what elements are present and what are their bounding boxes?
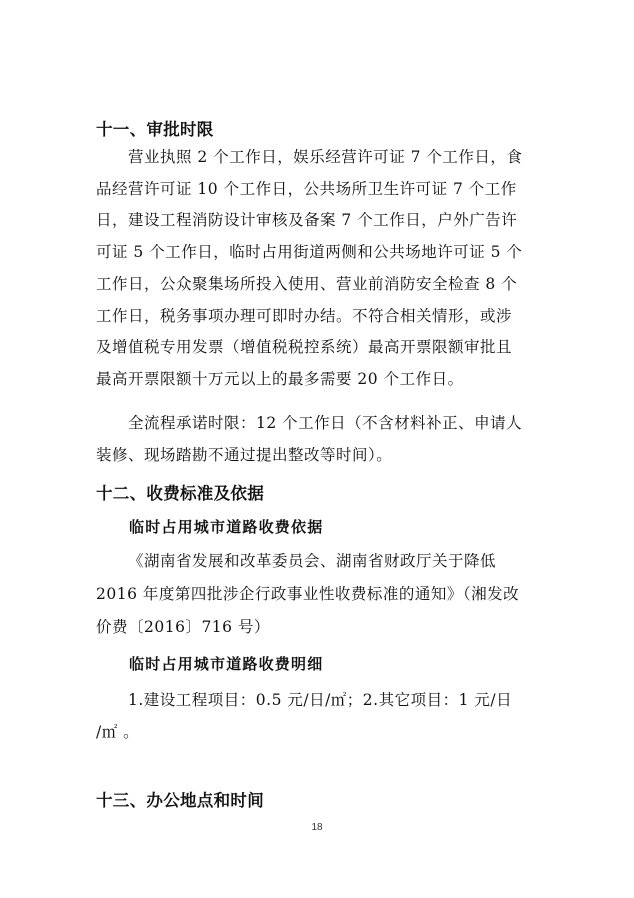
section-11-heading: 十一、审批时限 xyxy=(96,120,214,139)
promise-line: 全流程承诺时限：12 个工作日（不含材料补正、申请人 xyxy=(128,414,523,432)
promise-line: 装修、现场踏勘不通过提出整改等时间）。 xyxy=(96,446,393,464)
fee-detail-title: 临时占用城市道路收费明细 xyxy=(129,655,324,673)
fee-basis-title: 临时占用城市道路收费依据 xyxy=(129,518,324,536)
fee-basis-line: 2016 年度第四批涉企行政事业性收费标准的通知》（湘发改 xyxy=(96,585,520,603)
section-11-line: 品经营许可证 10 个工作日，公共场所卫生许可证 7 个工作 xyxy=(96,180,517,198)
section-11-line: 工作日，税务事项办理可即时办结。不符合相关情形，或涉 xyxy=(96,307,513,325)
section-11-line: 可证 5 个工作日，临时占用街道两侧和公共场地许可证 5 个 xyxy=(96,243,523,261)
section-12-heading: 十二、收费标准及依据 xyxy=(96,484,264,503)
fee-detail-line: 1.建设工程项目：0.5 元/日/㎡；2.其它项目：1 元/日 xyxy=(128,691,513,709)
fee-basis-line: 价费〔2016〕716 号） xyxy=(96,618,270,636)
section-11-line: 最高开票限额十万元以上的最多需要 20 个工作日。 xyxy=(96,370,464,388)
section-11-line: 日，建设工程消防设计审核及备案 7 个工作日，户外广告许 xyxy=(96,211,518,229)
fee-basis-line: 《湖南省发展和改革委员会、湖南省财政厅关于降低 xyxy=(128,552,497,570)
fee-detail-line: /㎡ 。 xyxy=(96,723,140,741)
section-11-line: 营业执照 2 个工作日，娱乐经营许可证 7 个工作日，食 xyxy=(128,148,523,166)
page-number: 18 xyxy=(311,822,323,833)
section-11-line: 及增值税专用发票（增值税税控系统）最高开票限额审批且 xyxy=(96,338,513,356)
section-13-heading: 十三、办公地点和时间 xyxy=(96,791,264,810)
section-11-line: 工作日，公众聚集场所投入使用、营业前消防安全检查 8 个 xyxy=(96,275,518,293)
